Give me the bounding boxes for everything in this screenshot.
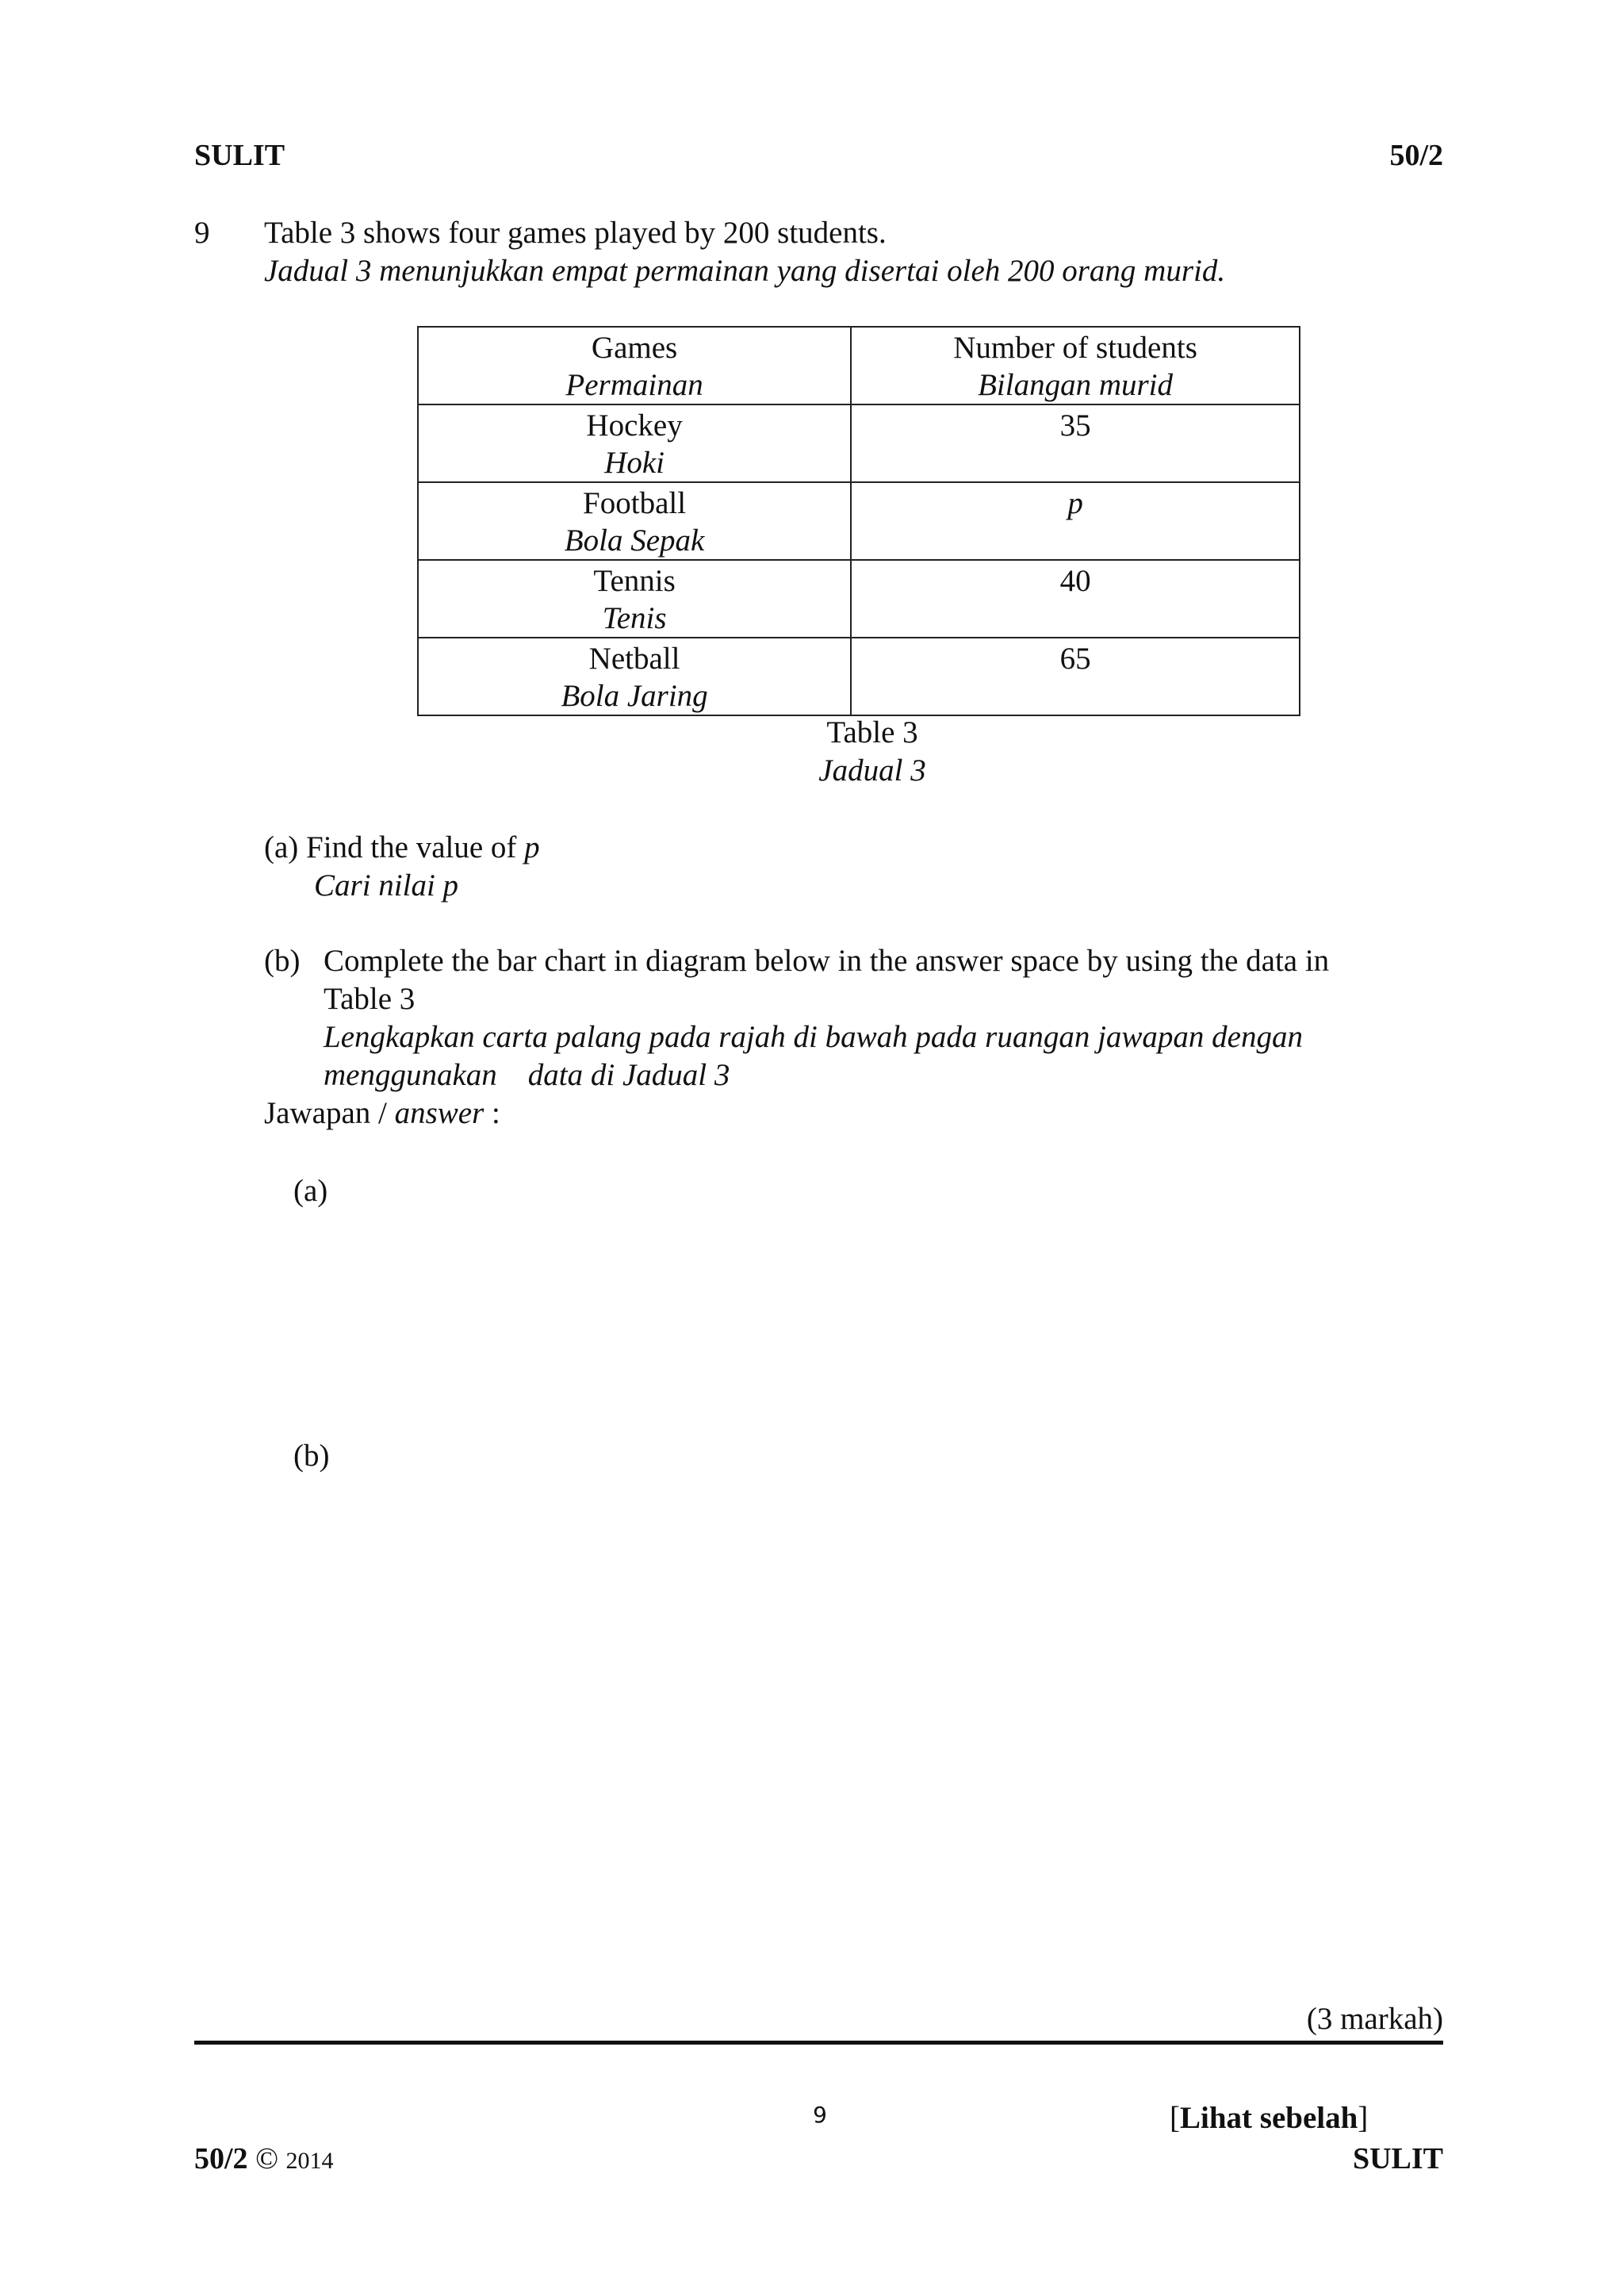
answer-divider <box>194 2041 1443 2045</box>
header-students-my: Bilangan murid <box>978 368 1174 402</box>
part-b-text-line2: Table 3 <box>324 982 416 1016</box>
header-left: SULIT <box>194 139 285 172</box>
header-students-en: Number of students <box>953 331 1197 365</box>
bracket-close: ] <box>1358 2101 1369 2135</box>
header-games-my: Permainan <box>565 368 703 402</box>
table-caption-my: Jadual 3 <box>818 753 926 788</box>
part-a-variable: p <box>524 830 540 864</box>
answer-label-suffix: : <box>484 1096 500 1130</box>
game-name-my: Hoki <box>604 446 665 480</box>
game-name-my: Tenis <box>602 601 667 635</box>
game-name-en: Football <box>583 486 687 520</box>
game-name-my: Bola Jaring <box>561 679 708 713</box>
students-value: 65 <box>1059 642 1091 676</box>
part-b-label: (b) <box>264 944 301 978</box>
marks-label: (3 markah) <box>1306 2002 1443 2036</box>
students-cell <box>851 638 1300 715</box>
answer-label-italic: answer <box>394 1096 485 1130</box>
footer-year: 2014 <box>285 2148 334 2174</box>
students-value: p <box>1067 486 1083 520</box>
table-caption-en: Table 3 <box>826 715 918 749</box>
table-row <box>418 638 1300 715</box>
answer-part-b-label: (b) <box>293 1439 330 1473</box>
students-value: 35 <box>1059 408 1091 443</box>
copyright-symbol: © <box>247 2142 286 2175</box>
table-row <box>418 482 1300 560</box>
header-games-en: Games <box>591 331 678 365</box>
table-header-cell <box>418 327 851 404</box>
answer-label-prefix: Jawapan / <box>264 1096 395 1130</box>
question-number: 9 <box>194 216 210 250</box>
part-b-text-line1: Complete the bar chart in diagram below in the answer space by using the data in <box>324 944 1330 978</box>
game-cell <box>418 560 851 638</box>
game-name-my: Bola Sepak <box>564 523 705 558</box>
footer-left <box>194 2141 333 2176</box>
question-text-my: Jadual 3 menunjukkan empat permainan yang disertai oleh 200 orang murid. <box>264 254 1226 288</box>
game-cell <box>418 638 851 715</box>
see-next-page-text: Lihat sebelah <box>1180 2101 1358 2135</box>
table-row <box>418 404 1300 482</box>
footer-code: 50/2 <box>194 2142 248 2175</box>
page-number: 9 <box>813 2102 827 2128</box>
game-cell <box>418 404 851 482</box>
game-name-en: Netball <box>588 642 680 676</box>
header-right: 50/2 <box>1389 139 1443 172</box>
see-next-page <box>1170 2100 1368 2136</box>
game-name-en: Tennis <box>593 564 676 598</box>
part-a-question <box>264 829 540 867</box>
part-b-text-my-line1: Lengkapkan carta palang pada rajah di bawah pada ruangan jawapan dengan <box>324 1020 1303 1054</box>
game-cell <box>418 482 851 560</box>
part-a-question-my: Cari nilai p <box>314 868 459 903</box>
table-header-row <box>418 327 1300 404</box>
students-value: 40 <box>1059 564 1091 598</box>
answer-label <box>264 1094 500 1133</box>
part-a-text: (a) Find the value of <box>264 830 525 864</box>
students-cell <box>851 404 1300 482</box>
part-b-text-my-line2: menggunakan data di Jadual 3 <box>324 1058 730 1092</box>
games-table <box>417 326 1300 716</box>
table-row <box>418 560 1300 638</box>
table-header-cell <box>851 327 1300 404</box>
answer-part-a-label: (a) <box>293 1174 328 1208</box>
students-cell <box>851 560 1300 638</box>
footer-right: SULIT <box>1352 2142 1443 2175</box>
question-text-en: Table 3 shows four games played by 200 students. <box>264 216 887 250</box>
students-cell <box>851 482 1300 560</box>
game-name-en: Hockey <box>586 408 683 443</box>
bracket-open: [ <box>1170 2101 1180 2135</box>
